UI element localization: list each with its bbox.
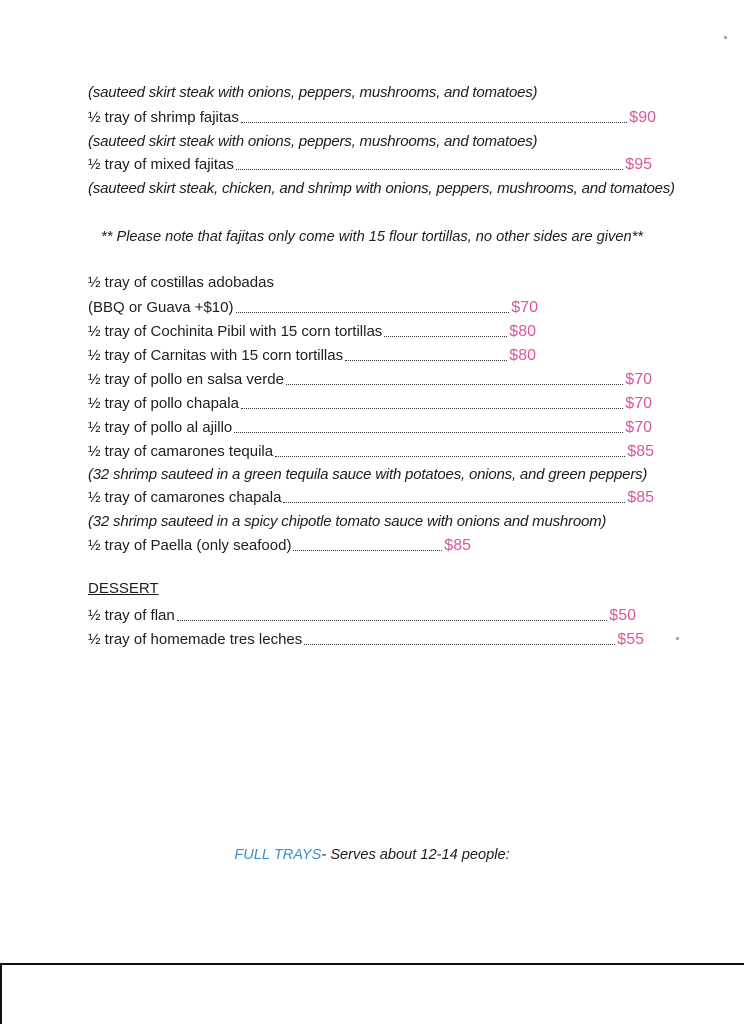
- fajita-description-note: (sauteed skirt steak with onions, peppers, mushrooms, and tomatoes): [88, 84, 538, 101]
- leader-dots: [177, 620, 608, 621]
- item-label: ½ tray of camarones chapala: [88, 489, 282, 506]
- item-price: $70: [625, 395, 652, 412]
- menu-item-paella: [88, 535, 471, 557]
- leader-dots: [286, 384, 623, 385]
- item-label: ½ tray of camarones tequila: [88, 443, 274, 460]
- menu-item-pollo-verde: [88, 369, 652, 391]
- item-label: ½ tray of mixed fajitas: [88, 156, 234, 173]
- leader-dots: [293, 550, 442, 551]
- leader-dots: [241, 122, 627, 123]
- full-trays-section-title: [0, 844, 744, 866]
- item-price: $85: [444, 537, 471, 554]
- menu-item-costillas-sub: [88, 297, 538, 319]
- item-label: ½ tray of Carnitas with 15 corn tortillas: [88, 347, 344, 364]
- leader-dots: [304, 644, 615, 645]
- item-label: ½ tray of shrimp fajitas: [88, 109, 239, 126]
- menu-item-pollo-ajillo: [88, 417, 652, 439]
- item-price: $90: [629, 109, 656, 126]
- item-price: $55: [617, 631, 644, 648]
- fajita-notice: ** Please note that fajitas only come with 15 flour tortillas, no other sides are given**: [101, 229, 643, 245]
- item-price: $85: [627, 443, 654, 460]
- menu-item-shrimp-fajitas: [88, 107, 656, 129]
- item-label: (BBQ or Guava +$10): [88, 299, 234, 316]
- dessert-heading: DESSERT: [88, 580, 159, 597]
- leader-dots: [283, 502, 625, 503]
- full-trays-label: FULL TRAYS: [234, 847, 322, 863]
- scan-speck: [724, 36, 727, 39]
- item-price: $85: [627, 489, 654, 506]
- item-label: ½ tray of pollo al ajillo: [88, 419, 233, 436]
- item-label: ½ tray of Cochinita Pibil with 15 corn tortillas: [88, 323, 383, 340]
- item-price: $80: [509, 323, 536, 340]
- menu-item-flan: [88, 605, 636, 627]
- item-label: ½ tray of flan: [88, 607, 175, 624]
- shrimp-fajita-note: (sauteed skirt steak with onions, peppers, mushrooms, and tomatoes): [88, 133, 538, 150]
- item-price: $80: [509, 347, 536, 364]
- item-label: ½ tray of homemade tres leches: [88, 631, 303, 648]
- leader-dots: [236, 169, 623, 170]
- scan-speck: [676, 637, 679, 640]
- camarones-tequila-note: (32 shrimp sauteed in a green tequila sauce with potatoes, onions, and green peppers): [88, 466, 648, 483]
- leader-dots: [275, 456, 625, 457]
- item-label: ½ tray of pollo en salsa verde: [88, 371, 284, 388]
- item-price: $95: [625, 156, 652, 173]
- mixed-fajita-note: (sauteed skirt steak, chicken, and shrimp with onions, peppers, mushrooms, and tomatoes): [88, 180, 675, 197]
- item-price: $70: [511, 299, 538, 316]
- page-edge-line: [0, 963, 744, 965]
- item-price: $50: [609, 607, 636, 624]
- leader-dots: [241, 408, 623, 409]
- full-trays-description: - Serves about 12-14 people:: [321, 847, 510, 863]
- leader-dots: [384, 336, 507, 337]
- item-label: ½ tray of Paella (only seafood): [88, 537, 292, 554]
- camarones-chapala-note: (32 shrimp sauteed in a spicy chipotle tomato sauce with onions and mushroom): [88, 513, 607, 530]
- menu-item-carnitas: [88, 345, 536, 367]
- leader-dots: [234, 432, 623, 433]
- menu-item-pollo-chapala: [88, 393, 652, 415]
- menu-item-tres-leches: [88, 629, 644, 651]
- leader-dots: [236, 312, 510, 313]
- menu-item-costillas: ½ tray of costillas adobadas: [88, 274, 274, 291]
- leader-dots: [345, 360, 507, 361]
- item-label: ½ tray of pollo chapala: [88, 395, 239, 412]
- menu-item-cochinita: [88, 321, 536, 343]
- menu-item-camarones-tequila: [88, 441, 654, 463]
- item-price: $70: [625, 419, 652, 436]
- item-price: $70: [625, 371, 652, 388]
- menu-item-mixed-fajitas: [88, 154, 652, 176]
- menu-item-camarones-chapala: [88, 487, 654, 509]
- page-edge-corner: [0, 963, 2, 1024]
